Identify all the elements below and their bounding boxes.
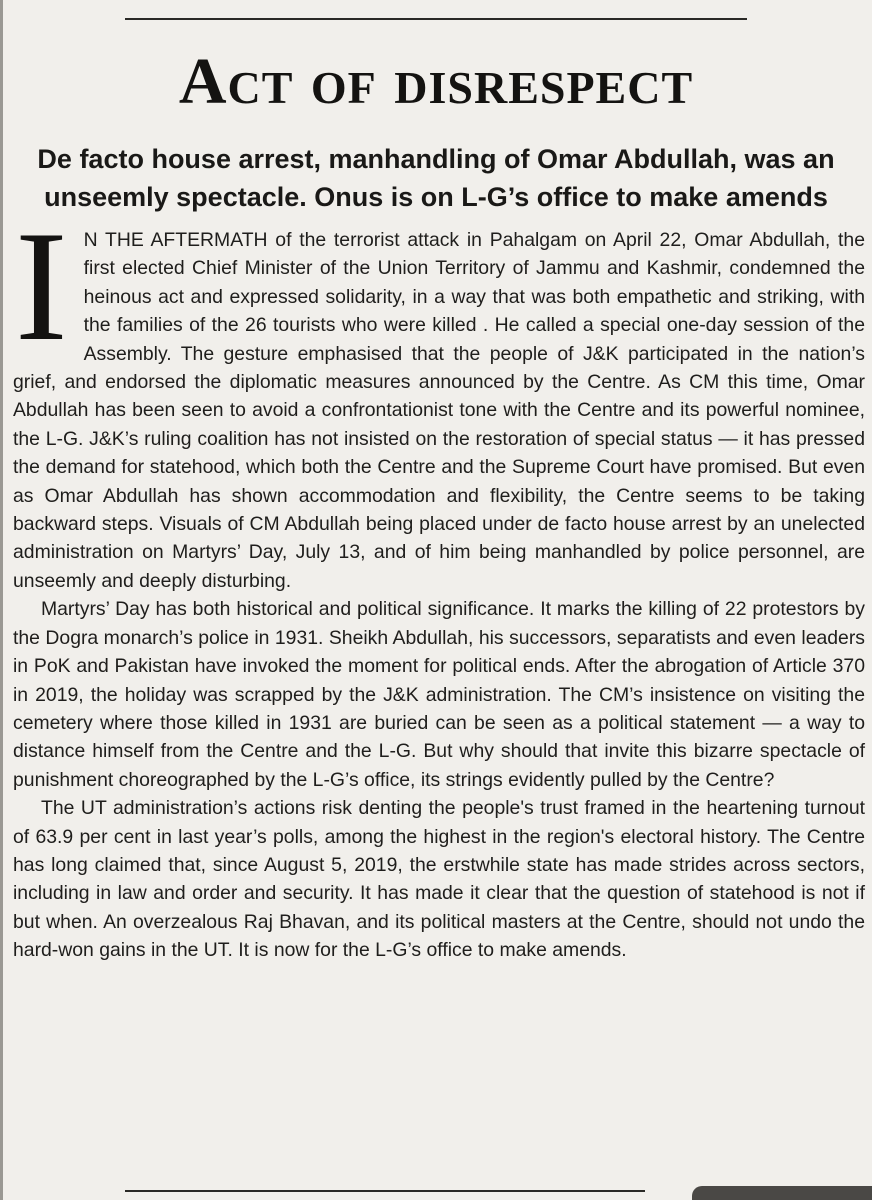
drop-cap: I	[15, 199, 68, 374]
page-edge	[0, 0, 3, 1200]
paragraph-3: The UT administration’s actions risk denting the people's trust framed in the heartening turnout of 63.9 per cent in last year’s polls, among the highest in the region's electoral history. The Centre has long claimed that, since August 5, 2019, the erstwhile state has made strides across sectors, including in law and order and security. It has made it clear that the question of statehood is not if but when. An overzealous Raj Bhavan, and its political masters at the Centre, should not undo the hard-won gains in the UT. It is now for the L-G’s office to make amends.	[13, 797, 865, 962]
lead-in: N THE AFTERMATH	[83, 229, 268, 251]
top-rule	[125, 18, 747, 20]
paragraph-2: Martyrs’ Day has both historical and political significance. It marks the killing of 22 protestors by the Dogra monarch’s police in 1931. Sheikh Abdullah, his successors, separatists and even leaders in PoK and Pakistan have invoked the moment for political ends. After the abrogation of Article 370 in 2019, the holiday was scrapped by the J&K administration. The CM’s insistence on visiting the cemetery where those killed in 1931 are buried can be seen as a political statement — a way to distance himself from the Centre and the L-G. But why should that invite this bizarre spectacle of punishment choreographed by the L-G’s office, its strings evidently pulled by the Centre?	[13, 598, 865, 791]
headline: Act of disrespect	[178, 45, 694, 118]
article-body	[13, 199, 865, 965]
bottom-rule	[125, 1190, 645, 1192]
corner-tab	[692, 1186, 872, 1200]
paragraph-1-text: of the terrorist attack in Pahalgam on April 22, Omar Abdullah, the first elected Chief Minister of the Union Territory of Jammu and Kashmir, condemned the heinous act and expressed solidarity, in a way that was both empathetic and striking, with the families of the 26 tourists who were killed . He called a special one-day session of the Assembly. The gesture emphasised that the people of J&K participated in the nation’s grief, and endorsed the diplomatic measures announced by the Centre. As CM this time, Omar Abdullah has been seen to avoid a confrontationist tone with the Centre and its powerful nominee, the L-G. J&K’s ruling coalition has not insisted on the restoration of special status — it has pressed the demand for statehood, which both the Centre and the Supreme Court have promised. But even as Omar Abdullah has shown accommodation and flexibility, the Centre seems to be taking backward steps. Visuals of CM Abdullah being placed under de facto house arrest by an unelected administration on Martyrs’ Day, July 13, and of him being manhandled by police personnel, are unseemly and deeply disturbing.	[13, 229, 865, 592]
subheadline: De facto house arrest, manhandling of Omar Abdullah, was an unseemly spectacle. Onus is on L-G’s office to make amends	[37, 144, 835, 212]
paragraph-1	[13, 199, 865, 595]
